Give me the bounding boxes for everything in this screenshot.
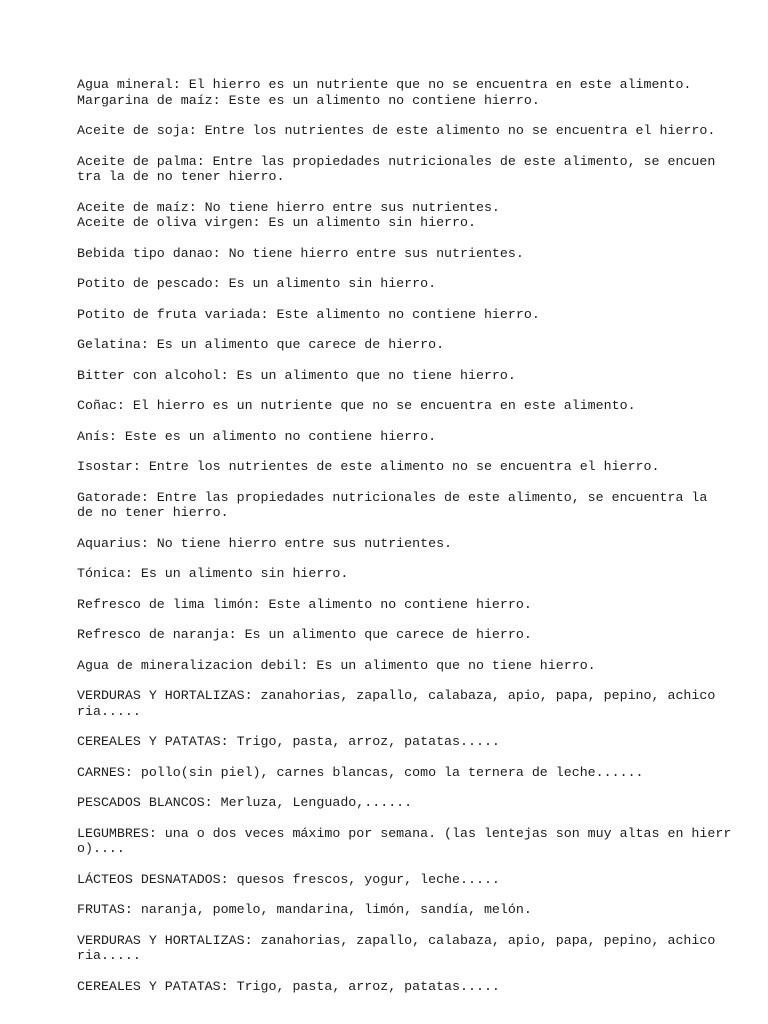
- text-line: Anís: Este es un alimento no contiene hierro.: [77, 428, 437, 444]
- text-paragraph: [77, 536, 728, 552]
- text-paragraph: [77, 688, 728, 719]
- text-paragraph: [77, 246, 728, 262]
- text-paragraph: [77, 627, 728, 643]
- text-line: Agua de mineralizacion debil: Es un alimento que no tiene hierro.: [77, 657, 596, 673]
- text-line: Margarina de maíz: Este es un alimento no contiene hierro.: [77, 92, 540, 108]
- text-line: Refresco de lima limón: Este alimento no contiene hierro.: [77, 596, 532, 612]
- text-paragraph: [77, 872, 728, 888]
- text-line: LÁCTEOS DESNATADOS: quesos frescos, yogur, leche.....: [77, 871, 500, 887]
- text-line: de no tener hierro.: [77, 505, 229, 520]
- text-line: Aceite de palma: Entre las propiedades nutricionales de este alimento, se encuen: [77, 153, 716, 169]
- text-paragraph: [77, 825, 732, 857]
- text-paragraph: [77, 459, 728, 475]
- text-line: Bebida tipo danao: No tiene hierro entre sus nutrientes.: [77, 245, 524, 261]
- text-line: CEREALES Y PATATAS: Trigo, pasta, arroz, patatas.....: [77, 978, 500, 994]
- text-line: CEREALES Y PATATAS: Trigo, pasta, arroz, patatas.....: [77, 734, 500, 749]
- text-line: Aceite de oliva virgen: Es un alimento sin hierro.: [77, 215, 476, 230]
- text-line: Potito de fruta variada: Este alimento no contiene hierro.: [77, 306, 540, 322]
- text-paragraph: [77, 337, 728, 353]
- text-paragraph: [77, 979, 728, 995]
- text-line: Aceite de maíz: No tiene hierro entre sus nutrientes.: [77, 199, 500, 215]
- text-paragraph: [77, 398, 728, 414]
- text-paragraph: [77, 734, 728, 750]
- text-paragraph: [77, 276, 728, 292]
- text-line: Gatorade: Entre las propiedades nutricionales de este alimento, se encuentra la: [77, 489, 708, 505]
- text-line: ria.....: [77, 948, 141, 963]
- text-paragraph: [77, 429, 728, 445]
- text-line: Isostar: Entre los nutrientes de este alimento no se encuentra el hierro.: [77, 459, 660, 474]
- text-line: VERDURAS Y HORTALIZAS: zanahorias, zapallo, calabaza, apio, papa, pepino, achico: [77, 932, 716, 948]
- text-line: PESCADOS BLANCOS: Merluza, Lenguado,......: [77, 795, 413, 810]
- text-paragraph: [77, 200, 728, 231]
- text-line: CARNES: pollo(sin piel), carnes blancas, como la ternera de leche......: [77, 764, 644, 780]
- text-line: Refresco de naranja: Es un alimento que carece de hierro.: [77, 627, 532, 642]
- text-line: Potito de pescado: Es un alimento sin hierro.: [77, 276, 437, 291]
- text-paragraph: [77, 765, 728, 781]
- text-paragraph: [77, 123, 728, 139]
- text-paragraph: [77, 307, 728, 323]
- text-paragraph: [77, 933, 728, 964]
- text-line: Gelatina: Es un alimento que carece de hierro.: [77, 337, 445, 352]
- text-line: LEGUMBRES: una o dos veces máximo por semana. (las lentejas son muy altas en hierr: [77, 825, 732, 841]
- text-paragraph: [77, 795, 728, 811]
- text-paragraph: [77, 566, 728, 582]
- text-line: ria.....: [77, 703, 141, 719]
- text-line: Aceite de soja: Entre los nutrientes de este alimento no se encuentra el hierro.: [77, 123, 716, 138]
- text-line: Coñac: El hierro es un nutriente que no se encuentra en este alimento.: [77, 398, 636, 413]
- text-line: FRUTAS: naranja, pomelo, mandarina, limón, sandía, melón.: [77, 902, 532, 917]
- text-line: Tónica: Es un alimento sin hierro.: [77, 566, 349, 581]
- text-line: VERDURAS Y HORTALIZAS: zanahorias, zapallo, calabaza, apio, papa, pepino, achico: [77, 688, 716, 703]
- text-paragraph: [77, 368, 728, 384]
- text-line: o)....: [77, 841, 125, 856]
- text-line: Agua mineral: El hierro es un nutriente que no se encuentra en este alimento.: [77, 77, 692, 92]
- text-paragraph: [77, 154, 728, 185]
- text-line: tra la de no tener hierro.: [77, 169, 285, 184]
- text-paragraph: [77, 902, 728, 918]
- text-paragraph: [77, 658, 728, 674]
- text-line: Aquarius: No tiene hierro entre sus nutrientes.: [77, 535, 453, 551]
- text-paragraph: [77, 490, 728, 521]
- text-line: Bitter con alcohol: Es un alimento que no tiene hierro.: [77, 367, 516, 383]
- text-paragraph: [77, 77, 728, 108]
- text-paragraph: [77, 597, 728, 613]
